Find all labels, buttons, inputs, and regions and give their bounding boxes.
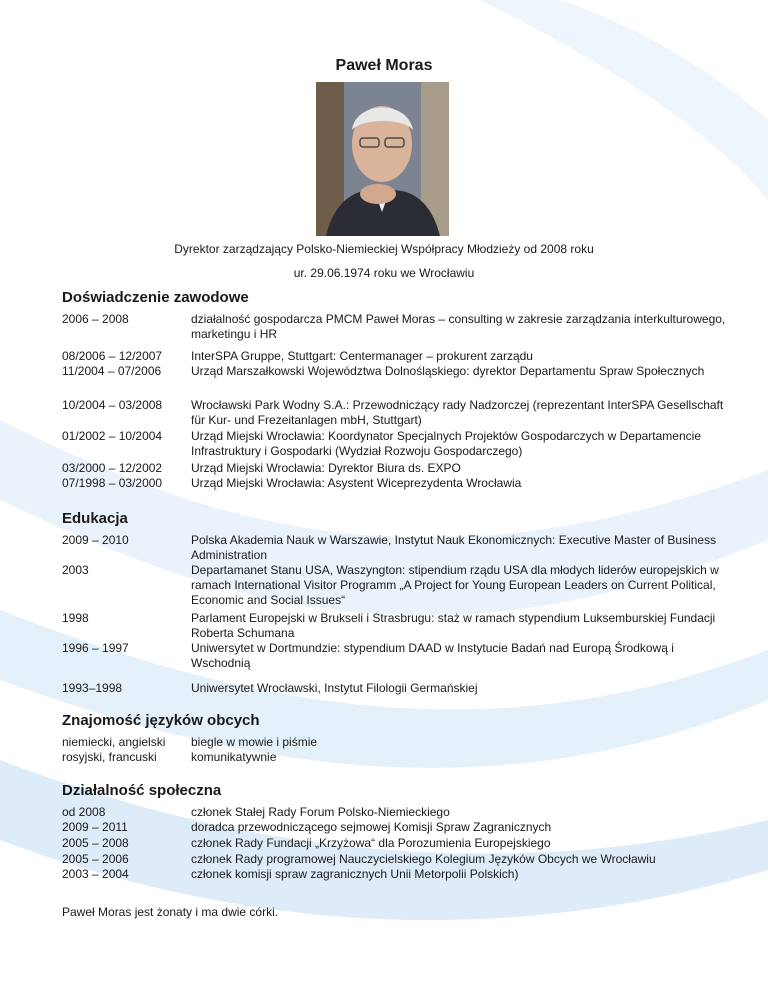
entry-date: 2003: [62, 563, 89, 577]
entry-date: 01/2002 – 10/2004: [62, 429, 163, 443]
entry-date: 10/2004 – 03/2008: [62, 398, 163, 412]
section-heading-social: Działalność społeczna: [62, 782, 222, 799]
section-heading-languages: Znajomość języków obcych: [62, 712, 260, 729]
entry-description: doradca przewodniczącego sejmowej Komisji Spraw Zagranicznych: [191, 820, 552, 834]
birth-info: ur. 29.06.1974 roku we Wrocławiu: [293, 266, 475, 280]
entry-date: 2006 – 2008: [62, 312, 129, 326]
entry-date: 2009 – 2010: [62, 533, 129, 547]
entry-date: 11/2004 – 07/2006: [62, 364, 162, 378]
entry-description: członek Stałej Rady Forum Polsko-Niemieckiego: [191, 805, 450, 819]
entry-date: 07/1998 – 03/2000: [62, 476, 163, 490]
entry-description: Wrocławski Park Wodny S.A.: Przewodniczący rady Nadzorczej (reprezentant InterSPA Gesellschaft für Kur- und Frezeitanlagen mbH, Stuttgart): [191, 398, 724, 427]
language-names: rosyjski, francuski: [62, 750, 157, 764]
entry-date: 2003 – 2004: [62, 867, 129, 881]
entry-date: od 2008: [62, 805, 106, 819]
person-name: Paweł Moras: [335, 57, 433, 74]
entry-date: 08/2006 – 12/2007: [62, 349, 163, 363]
entry-description: członek Rady programowej Nauczycielskiego Kolegium Języków Obcych we Wrocławiu: [191, 852, 656, 866]
portrait-photo-icon: [316, 82, 449, 236]
entry-description: Urząd Miejski Wrocławia: Koordynator Specjalnych Projektów Gospodarczych w Departamencie Infrastruktury i Gospodarki (Wydział Rozwoju Gospodarczego): [191, 429, 701, 458]
entry-date: 1993–1998: [62, 681, 123, 695]
language-names: niemiecki, angielski: [62, 735, 166, 749]
entry-date: 2009 – 2011: [62, 820, 128, 834]
entry-description: Parlament Europejski w Brukseli i Strasbrugu: staż w ramach stypendium Luksemburskiej Fundacji Roberta Schumana: [191, 611, 716, 640]
entry-description: Uniwersytet Wrocławski, Instytut Filologii Germańskiej: [191, 681, 478, 695]
entry-date: 2005 – 2006: [62, 852, 129, 866]
entry-date: 03/2000 – 12/2002: [62, 461, 163, 475]
entry-description: działalność gospodarcza PMCM Paweł Moras – consulting w zakresie zarządzania interkulturowego, marketingu i HR: [191, 312, 726, 341]
family-note: Paweł Moras jest żonaty i ma dwie córki.: [62, 905, 279, 919]
entry-description: Uniwersytet w Dortmundzie: stypendium DAAD w Instytucie Badań nad Europą Środkową i Wschodnią: [191, 641, 674, 670]
entry-description: Departamanet Stanu USA, Waszyngton: stipendium rządu USA dla młodych liderów europejskich w ramach International Visitor Programm „A Project for Young European Leaders on Current Political, Economic and Social Issues“: [191, 563, 719, 607]
entry-description: Polska Akademia Nauk w Warszawie, Instytut Nauk Ekonomicznych: Executive Master of Business Administration: [191, 533, 717, 562]
entry-description: Urząd Marszałkowski Województwa Dolnośląskiego: dyrektor Departamentu Spraw Społecznych: [191, 364, 705, 378]
subtitle: Dyrektor zarządzający Polsko-Niemieckiej Współpracy Młodzieży od 2008 roku: [174, 242, 594, 256]
entry-description: członek komisji spraw zagranicznych Unii Metorpolii Polskich): [191, 867, 519, 881]
entry-description: Urząd Miejski Wrocławia: Asystent Wiceprezydenta Wrocławia: [191, 476, 522, 490]
language-level: biegle w mowie i piśmie: [191, 735, 318, 749]
language-level: komunikatywnie: [191, 750, 277, 764]
section-heading-education: Edukacja: [62, 510, 128, 527]
section-heading-experience: Doświadczenie zawodowe: [62, 289, 249, 306]
entry-description: InterSPA Gruppe, Stuttgart: Centermanager – prokurent zarządu: [191, 349, 533, 363]
entry-date: 1998: [62, 611, 89, 625]
entry-date: 1996 – 1997: [62, 641, 129, 655]
entry-description: Urząd Miejski Wrocławia: Dyrektor Biura ds. EXPO: [191, 461, 461, 475]
entry-date: 2005 – 2008: [62, 836, 129, 850]
entry-description: członek Rady Fundacji „Krzyżowa“ dla Porozumienia Europejskiego: [191, 836, 551, 850]
